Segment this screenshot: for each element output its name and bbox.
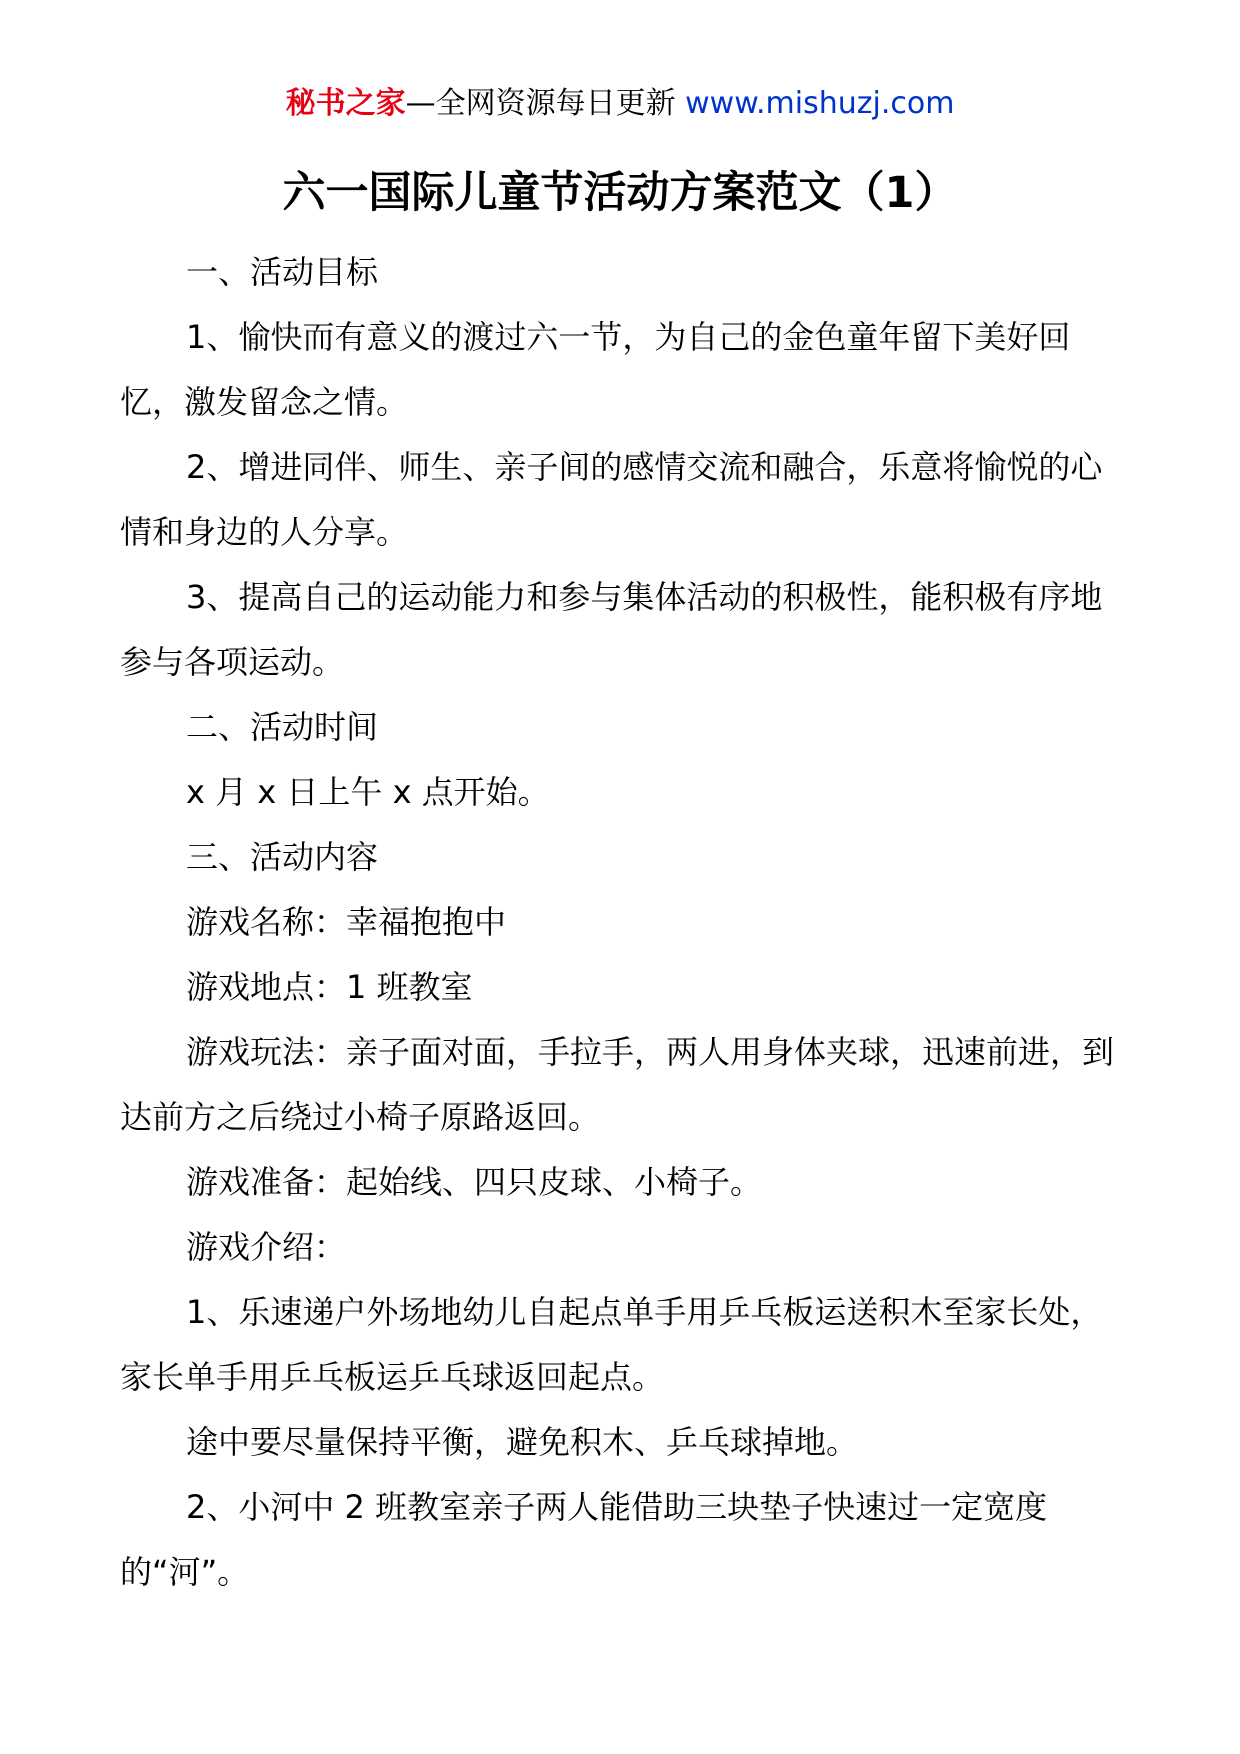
- site-url-link[interactable]: www.mishuzj.com: [685, 86, 955, 121]
- goal-item-2: 2、增进同伴、师生、亲子间的感情交流和融合，乐意将愉悦的心情和身边的人分享。: [120, 448, 1103, 551]
- header-slogan: —全网资源每日更新: [405, 86, 676, 121]
- game-intro-heading: 游戏介绍：: [186, 1228, 347, 1266]
- game-intro-item-2: 2、小河中 2 班教室亲子两人能借助三块垫子快速过一定宽度的“河”。: [120, 1488, 1048, 1591]
- activity-time: x 月 x 日上午 x 点开始。: [186, 773, 550, 811]
- brand-name: 秘书之家: [285, 86, 406, 121]
- game-intro-note: 途中要尽量保持平衡，避免积木、乒乓球掉地。: [186, 1423, 859, 1461]
- section-heading-time: 二、活动时间: [186, 708, 379, 746]
- game-name: 游戏名称：幸福抱抱中: [186, 903, 507, 941]
- goal-item-3: 3、提高自己的运动能力和参与集体活动的积极性，能积极有序地参与各项运动。: [120, 578, 1103, 681]
- document-title: 六一国际儿童节活动方案范文（1）: [282, 168, 958, 218]
- game-intro-item-1: 1、乐速递户外场地幼儿自起点单手用乒乓板运送积木至家长处，家长单手用乒乓板运乒乓球返回起点。: [120, 1293, 1103, 1396]
- goal-item-1: 1、愉快而有意义的渡过六一节，为自己的金色童年留下美好回忆，激发留念之情。: [120, 318, 1071, 421]
- game-location: 游戏地点：1 班教室: [186, 968, 473, 1006]
- section-heading-goals: 一、活动目标: [186, 253, 379, 291]
- section-heading-content: 三、活动内容: [186, 838, 379, 876]
- site-header: [0, 84, 1240, 124]
- game-preparation: 游戏准备：起始线、四只皮球、小椅子。: [186, 1163, 763, 1201]
- document-body: [120, 240, 1130, 1605]
- game-rules: 游戏玩法：亲子面对面，手拉手，两人用身体夹球，迅速前进，到达前方之后绕过小椅子原路返回。: [120, 1033, 1115, 1136]
